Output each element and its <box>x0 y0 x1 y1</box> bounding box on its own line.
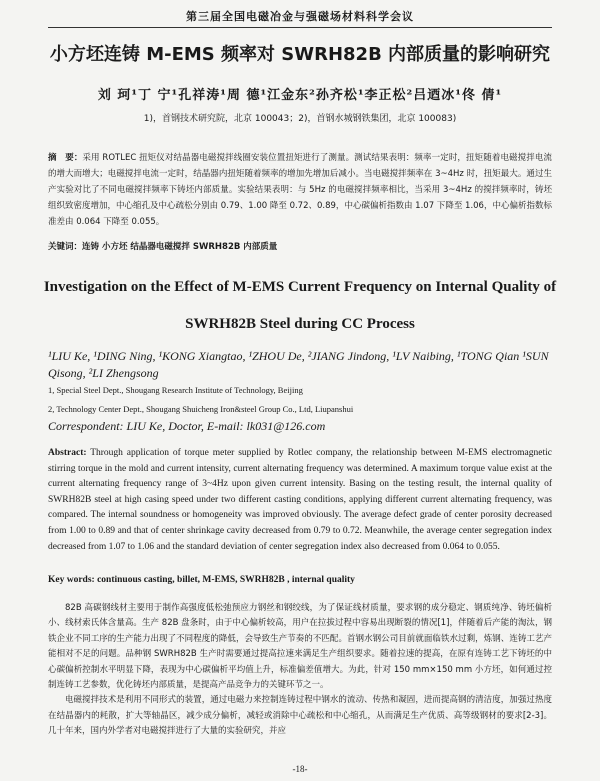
chinese-keywords: 关键词：连铸 小方坯 结晶器电磁搅拌 SWRH82B 内部质量 <box>48 242 278 252</box>
english-keywords: Key words: continuous casting, billet, M-EMS, SWRH82B , internal quality <box>48 575 355 585</box>
english-abstract-text: Through application of torque meter supplied by Rotlec company, the relationship between M-EMS electromagnetic stirring torque in the mold and current intensity, current alternating frequency was determined. A maximum torque value exist at the current alternating frequency range of 3~4Hz upon given current intensity. Basing on the testing result, the internal quality of SWRH82B steel at high casing speed under two different casting conditions, applying different current alternating frequency, was compared. The internal soundness or homogeneity was improved obviously. The average defect grade of center porosity decreased from 1.00 to 0.89 and that of center shrinkage cavity decreased from 0.79 to 0.72. Meanwhile, the average center segregation index decreased from 1.07 to 1.06 and the standard deviation of center segregation index also decreased from 0.064 to 0.055. <box>48 448 552 552</box>
english-abstract-label: Abstract: <box>48 448 87 458</box>
english-affiliation-2: 2, Technology Center Dept., Shougang Shuicheng Iron&steel Group Co., Ltd, Liupanshui <box>48 404 354 414</box>
page-number: -18- <box>292 764 308 774</box>
correspondent-line: Correspondent: LIU Ke, Doctor, E-mail: lk031@126.com <box>48 419 326 433</box>
english-abstract <box>48 446 552 555</box>
chinese-abstract-text: 采用 ROTLEC 扭矩仪对结晶器电磁搅拌线圈安装位置扭矩进行了测量。测试结果表明：频率一定时，扭矩随着电磁搅拌电流的增大而增大；电磁搅拌电流一定时，结晶器内扭矩随着频率的增加先增加后减小。当电磁搅拌频率在 3~4Hz 时，扭矩最大。通过生产实验对比了不同电磁搅拌频率下铸坯内部质量。实验结果表明：与 5Hz 的电磁搅拌频率相比，当采用 3~4Hz 的搅拌频率时，铸坯组织致密度增加，中心缩孔及中心疏松分别由 0.79、1.00 降至 0.72、0.89，中心碳偏析指数由 1.07 下降至 1.06，中心偏析指数标准差由 0.064 下降至 0.055。 <box>48 153 552 227</box>
chinese-title: 小方坯连铸 M-EMS 频率对 SWRH82B 内部质量的影响研究 <box>49 44 551 65</box>
chinese-abstract <box>48 150 552 230</box>
chinese-affiliation: 1)，首钢技术研究院，北京 100043；2)，首钢水城钢铁集团，北京 100083) <box>143 114 457 124</box>
header-rule <box>48 27 552 28</box>
body-paragraph-2: 电磁搅拌技术是利用不同形式的装置，通过电磁力来控制连铸过程中钢水的流动、传热和凝固，进而提高钢的清洁度，加强过热度在结晶器内的耗散，扩大等轴晶区，减少成分偏析，减轻或消除中心疏松和中心缩孔，从而满足生产优质、高等级钢材的要求[2-3]。几十年来，国内外学者对电磁搅拌进行了大量的实验研究，并应 <box>48 695 552 737</box>
english-title-line1: Investigation on the Effect of M-EMS Current Frequency on Internal Quality of <box>43 279 557 295</box>
english-affiliation-1: 1, Special Steel Dept., Shougang Research Institute of Technology, Beijing <box>48 385 303 395</box>
body-text <box>48 601 552 740</box>
chinese-authors: 刘 珂¹丁 宁¹孔祥涛¹周 德¹江金东²孙齐松¹李正松²吕迺冰¹佟 倩¹ <box>97 88 503 103</box>
english-authors: ¹LIU Ke, ¹DING Ning, ¹KONG Xiangtao, ¹ZHOU De, ²JIANG Jindong, ¹LV Naibing, ¹TONG Qian ¹SUN Qisong, ²LI Zhengsong <box>48 349 549 380</box>
body-paragraph-1: 82B 高碳钢线材主要用于制作高强度低松弛预应力钢丝和钢绞线，为了保证线材质量，要求钢的成分稳定、钢质纯净、铸坯偏析小、线材索氏体含量高。生产 82B 盘条时，由于中心偏析较高，用户在拉拔过程中容易出现断裂的情况[1]，伴随着后产能的淘汰，钢铁企业不同工序的生产能力出现了不同程度的降低，会导致生产节奏的不匹配。首钢水钢公司目前就面临铁水过剩，炼钢、连铸工艺产能相对不足的问题。品种钢 SWRH82B 生产时需要通过提高拉速来满足生产组织要求。随着拉速的提高，在原有连铸工艺下铸坯的中心碳偏析控制水平明显下降，表现为中心碳偏析平均值上升，标准偏差值增大。为此，针对 150 mm×150 mm 小方坯，如何通过控制连铸工艺参数，优化铸坯内部质量，是提高产品竞争力的关键环节之一。 <box>48 603 552 691</box>
running-head: 第三届全国电磁冶金与强磁场材料科学会议 <box>186 10 414 23</box>
english-title-line2: SWRH82B Steel during CC Process <box>185 316 415 332</box>
chinese-abstract-label: 摘 要： <box>48 153 83 163</box>
